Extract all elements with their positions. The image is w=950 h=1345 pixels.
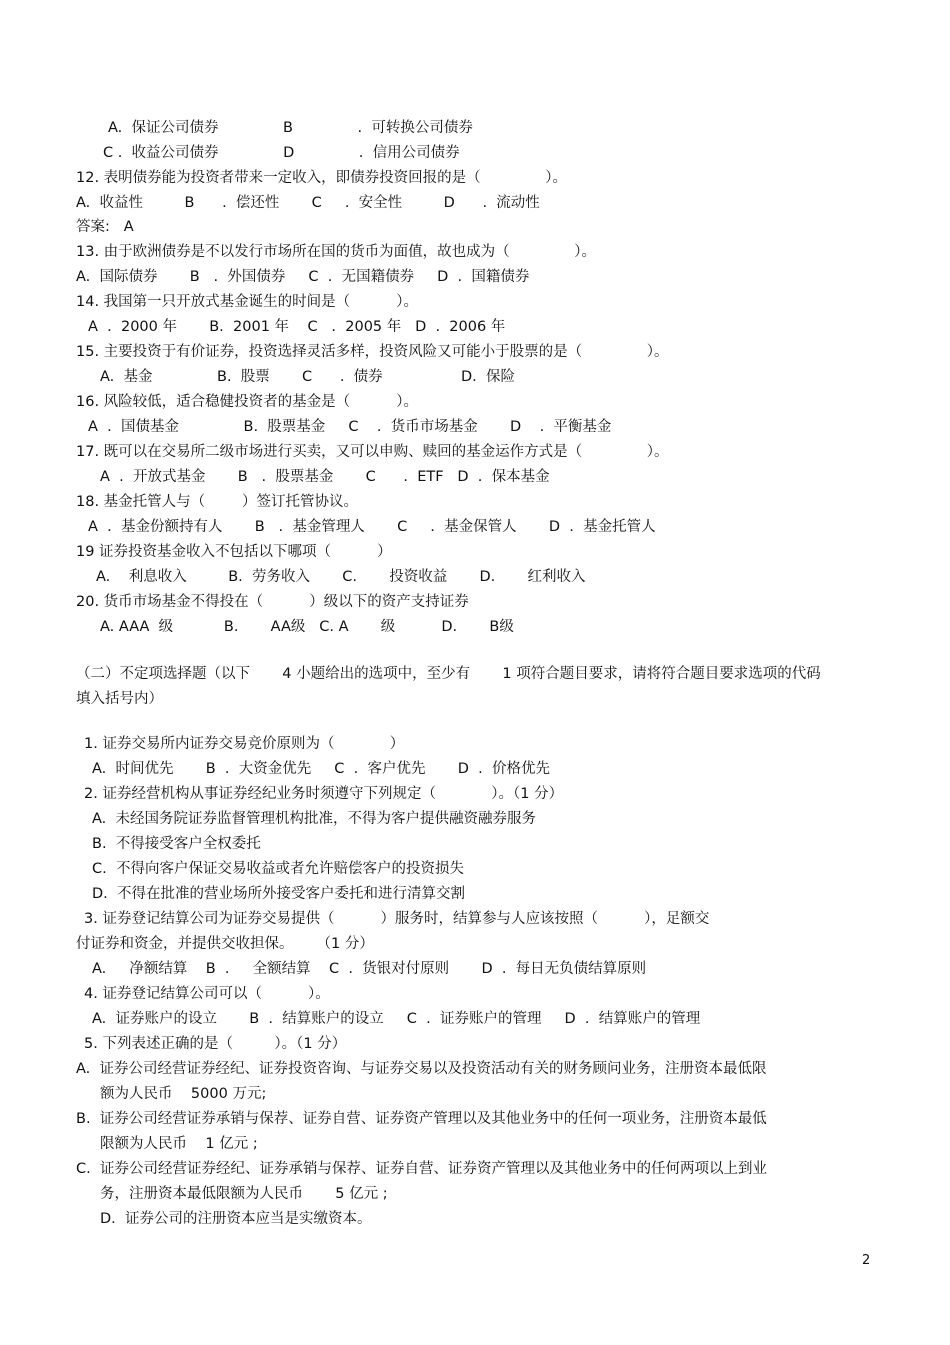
question-19: 19 证券投资基金收入不包括以下哪项（ ）: [76, 544, 392, 560]
mq-2-option-a: A. 未经国务院证券监督管理机构批准，不得为客户提供融资融券服务: [92, 811, 536, 827]
options-13: A. 国际债券 B . 外国债券 C . 无国籍债券 D . 国籍债券: [76, 269, 530, 285]
mq-1-options: A. 时间优先 B . 大资金优先 C . 客户优先 D . 价格优先: [92, 761, 550, 777]
mq-5: 5. 下列表述正确的是（ ）。（1 分）: [84, 1036, 347, 1052]
mq-5-option-d: D. 证券公司的注册资本应当是实缴资本。: [100, 1211, 372, 1227]
mq-5-option-c-cont: 务，注册资本最低限额为人民币 5 亿元 ;: [100, 1186, 388, 1202]
options-17: A . 开放式基金 B . 股票基金 C . ETF D . 保本基金: [100, 469, 550, 485]
mq-4: 4. 证券登记结算公司可以（ ）。: [84, 986, 330, 1002]
question-14: 14. 我国第一只开放式基金诞生的时间是（ ）。: [76, 294, 419, 310]
options-20: A. AAA 级 B. AA级 C. A 级 D. B级: [100, 619, 514, 635]
mq-3: 3. 证券登记结算公司为证券交易提供（ ）服务时，结算参与人应该按照（ ），足额交: [84, 911, 710, 927]
answer-12: 答案: A: [76, 219, 134, 235]
question-12: 12. 表明债券能为投资者带来一定收入，即债券投资回报的是（ ）。: [76, 170, 567, 186]
mq-2: 2. 证券经营机构从事证券经纪业务时须遵守下列规定（ ）。（1 分）: [84, 786, 564, 802]
question-17: 17. 既可以在交易所二级市场进行买卖，又可以申购、赎回的基金运作方式是（ ）。: [76, 444, 669, 460]
mq-2-option-c: C. 不得向客户保证交易收益或者允许赔偿客户的投资损失: [92, 861, 464, 877]
question-18: 18. 基金托管人与（ ）签订托管协议。: [76, 494, 359, 510]
mq-3-cont: 付证券和资金，并提供交收担保。 （1 分）: [76, 936, 374, 952]
section-heading-2: （二）不定项选择题（以下 4 小题给出的选项中，至少有 1 项符合题目要求，请将符合题目要求选项的代码: [76, 666, 821, 682]
options-12: A. 收益性 B . 偿还性 C . 安全性 D . 流动性: [76, 195, 540, 211]
options-18: A . 基金份额持有人 B . 基金管理人 C . 基金保管人 D . 基金托管人: [88, 519, 656, 535]
section-heading-2-cont: 填入括号内）: [76, 691, 163, 707]
mq-5-option-a: A. 证券公司经营证券经纪、证券投资咨询、与证券交易以及投资活动有关的财务顾问业务，注册资本最低限: [76, 1061, 767, 1077]
mq-1: 1. 证券交易所内证券交易竞价原则为（ ）: [84, 736, 405, 752]
mq-5-option-a-cont: 额为人民币 5000 万元;: [100, 1086, 267, 1102]
question-16: 16. 风险较低，适合稳健投资者的基金是（ ）。: [76, 394, 419, 410]
option-line-11-ab: A. 保证公司债券 B . 可转换公司债券: [108, 120, 473, 136]
options-19: A. 利息收入 B. 劳务收入 C. 投资收益 D. 红利收入: [96, 569, 586, 585]
question-13: 13. 由于欧洲债券是不以发行市场所在国的货币为面值，故也成为（ ）。: [76, 244, 596, 260]
mq-4-options: A. 证券账户的设立 B . 结算账户的设立 C . 证券账户的管理 D . 结算账户的管理: [92, 1011, 701, 1027]
options-14: A . 2000 年 B. 2001 年 C . 2005 年 D . 2006 年: [88, 319, 506, 335]
question-15: 15. 主要投资于有价证券，投资选择灵活多样，投资风险又可能小于股票的是（ ）。: [76, 344, 669, 360]
options-16: A . 国债基金 B. 股票基金 C . 货币市场基金 D . 平衡基金: [88, 419, 612, 435]
option-line-11-cd: C . 收益公司债券 D . 信用公司债券: [103, 145, 460, 161]
mq-5-option-b-cont: 限额为人民币 1 亿元 ;: [100, 1136, 258, 1152]
mq-2-option-d: D. 不得在批准的营业场所外接受客户委托和进行清算交割: [92, 886, 465, 902]
page-number: 2: [862, 1253, 871, 1268]
options-15: A. 基金 B. 股票 C . 债券 D. 保险: [100, 369, 516, 385]
question-20: 20. 货币市场基金不得投在（ ）级以下的资产支持证券: [76, 594, 469, 610]
mq-5-option-b: B. 证券公司经营证券承销与保荐、证券自营、证券资产管理以及其他业务中的任何一项业务，注册资本最低: [76, 1111, 767, 1127]
mq-2-option-b: B. 不得接受客户全权委托: [92, 836, 261, 852]
mq-5-option-c: C. 证券公司经营证券经纪、证券承销与保荐、证券自营、证券资产管理以及其他业务中的任何两项以上到业: [76, 1161, 767, 1177]
mq-3-options: A. 净额结算 B . 全额结算 C . 货银对付原则 D . 每日无负债结算原则: [92, 961, 647, 977]
